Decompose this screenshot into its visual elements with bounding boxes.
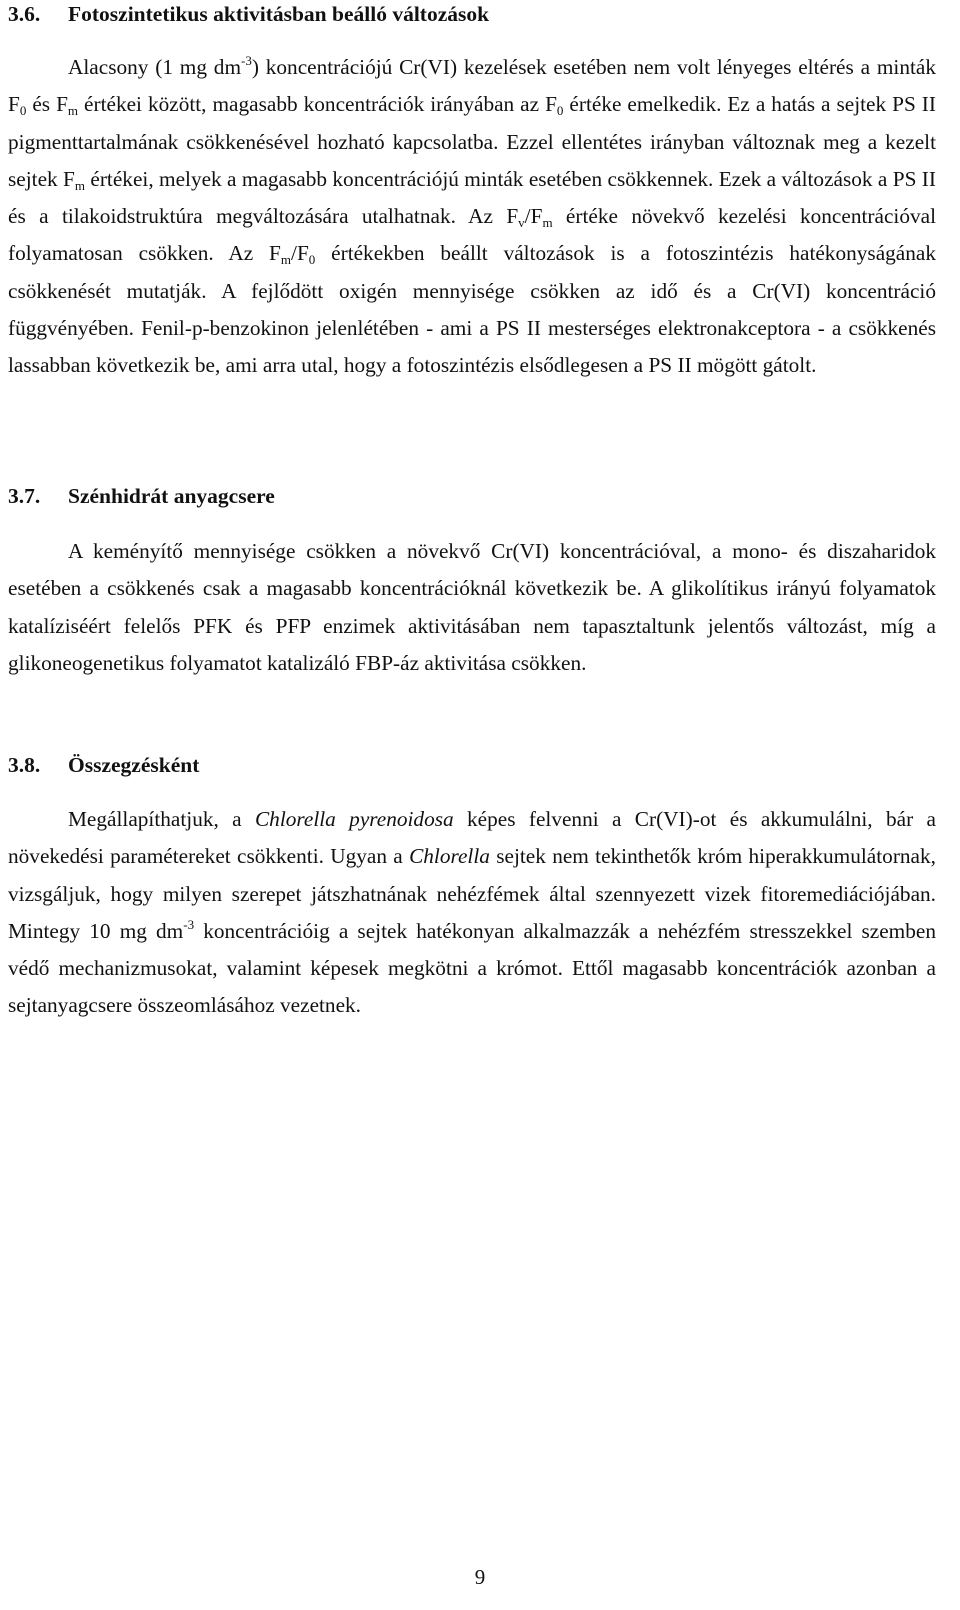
- italic-term: Chlorella pyrenoidosa: [254, 807, 454, 831]
- section-body-3-7: [8, 533, 936, 682]
- superscript: -3: [183, 916, 195, 932]
- section-body-3-6: [8, 49, 936, 385]
- subscript: 0: [556, 103, 564, 119]
- section-number: 3.6.: [8, 2, 41, 26]
- section-title: Szénhidrát anyagcsere: [68, 484, 275, 508]
- page-number: 9: [474, 1565, 486, 1589]
- paragraph: Alacsony (1 mg $dm^{-3}$) koncentrációjú Cr(VI) kezelések esetében nem volt lényeges eltérés a minták $F_0$ és $F_m$ értékei között, magasabb koncentrációk irányában az $F_0$ értéke emelkedik. Ez a hatás a sejtek PS II pigmenttartalmának csökkenésével hozható kapcsolatba. Ezzel ellentétes irányban változnak meg a kezelt sejtek $F_m$ értékei, melyek a magasabb koncentrációjú minták esetében csökkennek. Ezek a változások a PS II és a tilakoidstruktúra megváltozására utalhatnak. Az $F_v/F_m$ értéke növekvő kezelési koncentrációval folyamatosan csökken. Az $F_m/F_0$ értékekben beállt változások is a fotoszintézis hatékonyságának csökkenését mutatják. A fejlődött oxigén mennyisége csökken az idő és a Cr(VI) koncentráció függvényében. Fenil-p-benzokinon jelenlétében - ami a PS II mesterséges elektronakceptora - a csökkenés lassabban következik be, ami arra utal, hogy a fotoszintézis elsődlegesen a PS II mögött gátolt.: [8, 53, 937, 378]
- subscript: m: [74, 177, 86, 193]
- section-number: 3.7.: [8, 484, 41, 508]
- section-title: Összegzésként: [68, 753, 200, 777]
- subscript: m: [542, 215, 553, 231]
- section-title: Fotoszintetikus aktivitásban beálló változások: [68, 2, 490, 26]
- section-heading-3-6: [8, 2, 489, 27]
- subscript: v: [518, 215, 525, 231]
- subscript: m: [280, 252, 292, 268]
- section-body-3-8: [8, 801, 936, 1025]
- subscript: 0: [19, 103, 27, 119]
- subscript: 0: [308, 252, 316, 268]
- subscript: m: [67, 103, 79, 119]
- superscript: -3: [241, 53, 252, 68]
- section-heading-3-7: [8, 484, 275, 509]
- section-number: 3.8.: [8, 753, 41, 777]
- paragraph: A keményítő mennyisége csökken a növekvő Cr(VI) koncentrációval, a mono- és diszaharidok esetében a csökkenés csak a magasabb koncentrációknál következik be. A glikolítikus irányú folyamatok katalíziséért felelős PFK és PFP enzimek aktivitásában nem tapasztaltunk jelentős változást, míg a glikoneogenetikus folyamatot katalizáló FBP-áz aktivitása csökken.: [8, 539, 936, 675]
- italic-term: Chlorella: [409, 844, 490, 869]
- paragraph: Megállapíthatjuk, a Chlorella pyrenoidosa képes felvenni a Cr(VI)-ot és akkumulálni, bár a növekedési paramétereket csökkenti. Ugyan a Chlorella sejtek nem tekinthetők króm hiperakkumulátornak, vizsgáljuk, hogy milyen szerepet játszhatnának nehézfémek által szennyezett vizek fitoremediációjában. Mintegy 10 mg $dm^{-3}$ koncentrációig a sejtek hatékonyan alkalmazzák a nehézfém stresszekkel szemben védő mechanizmusokat, valamint képesek megkötni a krómot. Ettől magasabb koncentrációk azonban a sejtanyagcsere összeomlásához vezetnek.: [8, 807, 936, 1018]
- section-heading-3-8: [8, 753, 199, 778]
